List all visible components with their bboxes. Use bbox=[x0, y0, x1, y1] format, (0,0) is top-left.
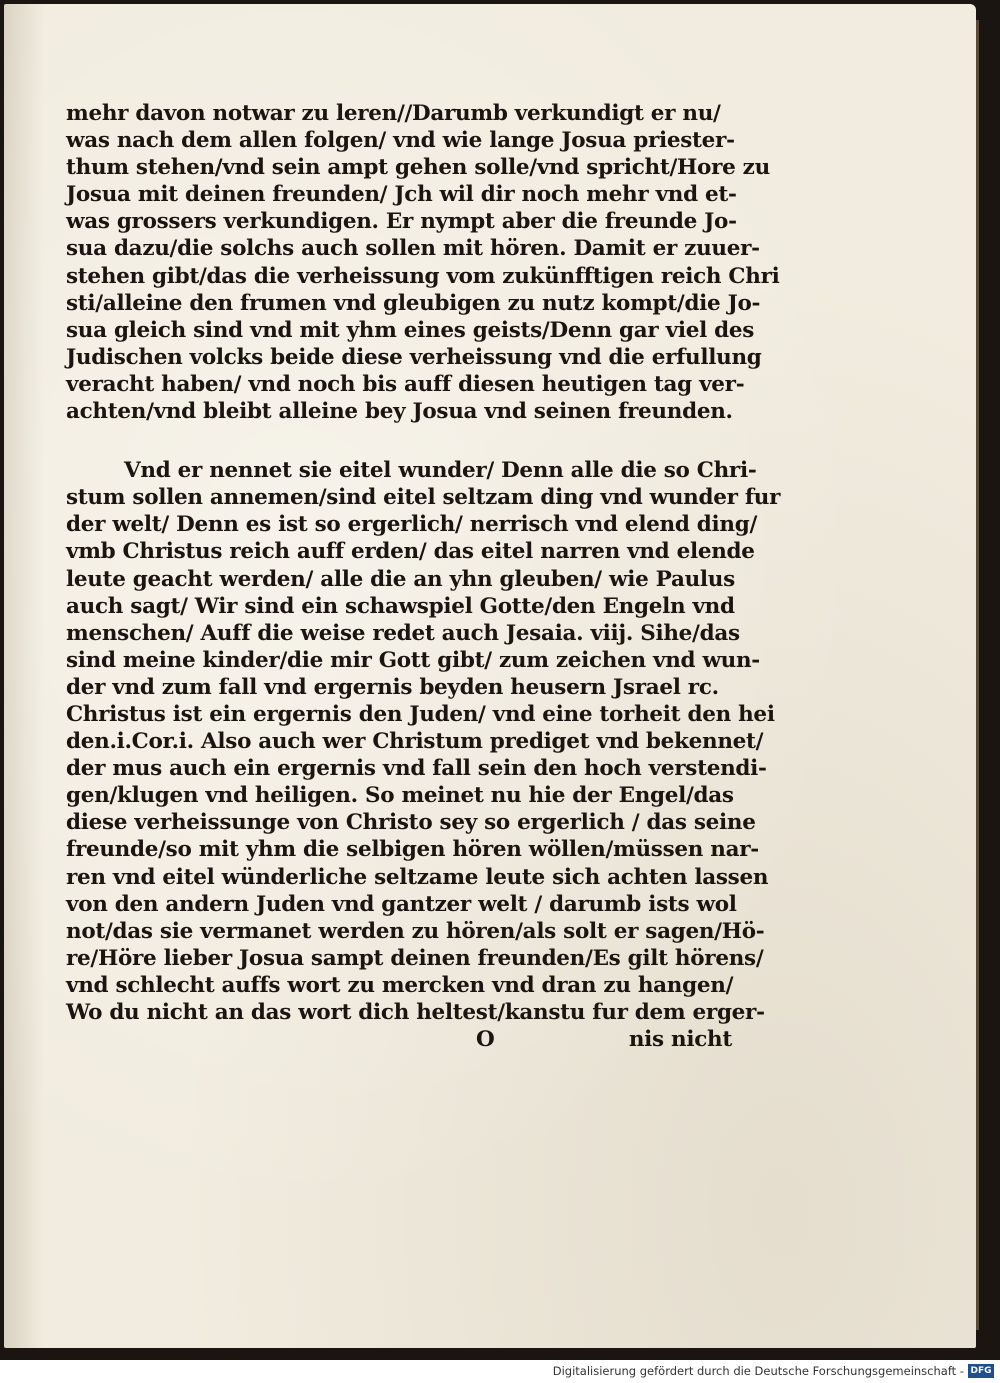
text-line: sua dazu/die solchs auch sollen mit hören. Damit er zuuer- bbox=[66, 236, 760, 262]
paragraph-1 bbox=[66, 100, 780, 425]
text-line: not/das sie vermanet werden zu hören/als solt er sagen/Hö- bbox=[66, 918, 765, 944]
page-edge-shadow bbox=[976, 20, 979, 1330]
paragraph-gap bbox=[66, 425, 746, 457]
text-line: vmb Christus reich auff erden/ das eitel narren vnd elende bbox=[66, 539, 755, 565]
text-line: freunde/so mit yhm die selbigen hören wöllen/müssen nar- bbox=[66, 837, 759, 863]
text-line: sind meine kinder/die mir Gott gibt/ zum zeichen vnd wun- bbox=[66, 647, 760, 673]
text-line: gen/klugen vnd heiligen. So meinet nu hie der Engel/das bbox=[66, 783, 734, 809]
catchword: nis nicht bbox=[628, 1027, 732, 1053]
dfg-logo-icon: DFG bbox=[968, 1364, 994, 1378]
text-line: stum sollen annemen/sind eitel seltzam ding vnd wunder fur bbox=[66, 485, 781, 511]
text-line: der mus auch ein ergernis vnd fall sein den hoch verstendi- bbox=[66, 756, 767, 782]
text-line: diese verheissunge von Christo sey so ergerlich / das seine bbox=[66, 810, 756, 836]
text-line: Josua mit deinen freunden/ Jch wil dir noch mehr vnd et- bbox=[66, 182, 737, 208]
credit-bar bbox=[0, 1360, 1000, 1383]
text-line: veracht haben/ vnd noch bis auff diesen heutigen tag ver- bbox=[66, 371, 745, 397]
page-text-block bbox=[66, 100, 781, 1054]
signature-mark: O bbox=[476, 1027, 495, 1053]
text-line: Wo du nicht an das wort dich heltest/kanstu fur dem erger- bbox=[66, 1000, 765, 1025]
text-line: Christus ist ein ergernis den Juden/ vnd eine torheit den hei bbox=[66, 701, 775, 727]
text-line: ren vnd eitel wünderliche seltzame leute sich achten lassen bbox=[66, 864, 769, 890]
text-line: was nach dem allen folgen/ vnd wie lange Josua priester- bbox=[66, 128, 735, 154]
text-line: was grossers verkundigen. Er nympt aber die freunde Jo- bbox=[66, 209, 737, 235]
text-line: vnd schlecht auffs wort zu mercken vnd dran zu hangen/ bbox=[66, 972, 734, 998]
paragraph-2 bbox=[66, 457, 781, 1026]
text-line: menschen/ Auff die weise redet auch Jesaia. viij. Sihe/das bbox=[66, 620, 740, 646]
funding-credit: Digitalisierung gefördert durch die Deutsche Forschungsgemeinschaft - bbox=[552, 1364, 964, 1378]
text-line: stehen gibt/das die verheissung vom zukünfftigen reich Chri bbox=[66, 263, 780, 289]
text-line: sti/alleine den frumen vnd gleubigen zu nutz kompt/die Jo- bbox=[66, 290, 761, 316]
text-line: Vnd er nennet sie eitel wunder/ Denn alle die so Chri- bbox=[124, 458, 757, 484]
text-line: auch sagt/ Wir sind ein schawspiel Gotte/den Engeln vnd bbox=[66, 593, 735, 619]
page-footer-marks bbox=[66, 1026, 746, 1054]
text-line: Judischen volcks beide diese verheissung vnd die erfullung bbox=[66, 344, 762, 370]
text-line: sua gleich sind vnd mit yhm eines geists/Denn gar viel des bbox=[66, 317, 755, 343]
text-line: der welt/ Denn es ist so ergerlich/ nerrisch vnd elend ding/ bbox=[66, 512, 758, 538]
text-line: der vnd zum fall vnd ergernis beyden heusern Jsrael rc. bbox=[66, 674, 719, 700]
text-line: mehr davon notwar zu leren//Darumb verkundigt er nu/ bbox=[66, 101, 721, 126]
text-line: leute geacht werden/ alle die an yhn gleuben/ wie Paulus bbox=[66, 566, 735, 592]
text-line: von den andern Juden vnd gantzer welt / darumb ists wol bbox=[66, 891, 737, 917]
text-line: re/Höre lieber Josua sampt deinen freunden/Es gilt hörens/ bbox=[66, 945, 764, 971]
text-line: thum stehen/vnd sein ampt gehen solle/vnd spricht/Hore zu bbox=[66, 155, 770, 181]
paper-page bbox=[4, 4, 976, 1348]
text-line: den.i.Cor.i. Also auch wer Christum prediget vnd bekennet/ bbox=[66, 729, 764, 755]
text-line: achten/vnd bleibt alleine bey Josua vnd seinen freunden. bbox=[66, 399, 733, 425]
